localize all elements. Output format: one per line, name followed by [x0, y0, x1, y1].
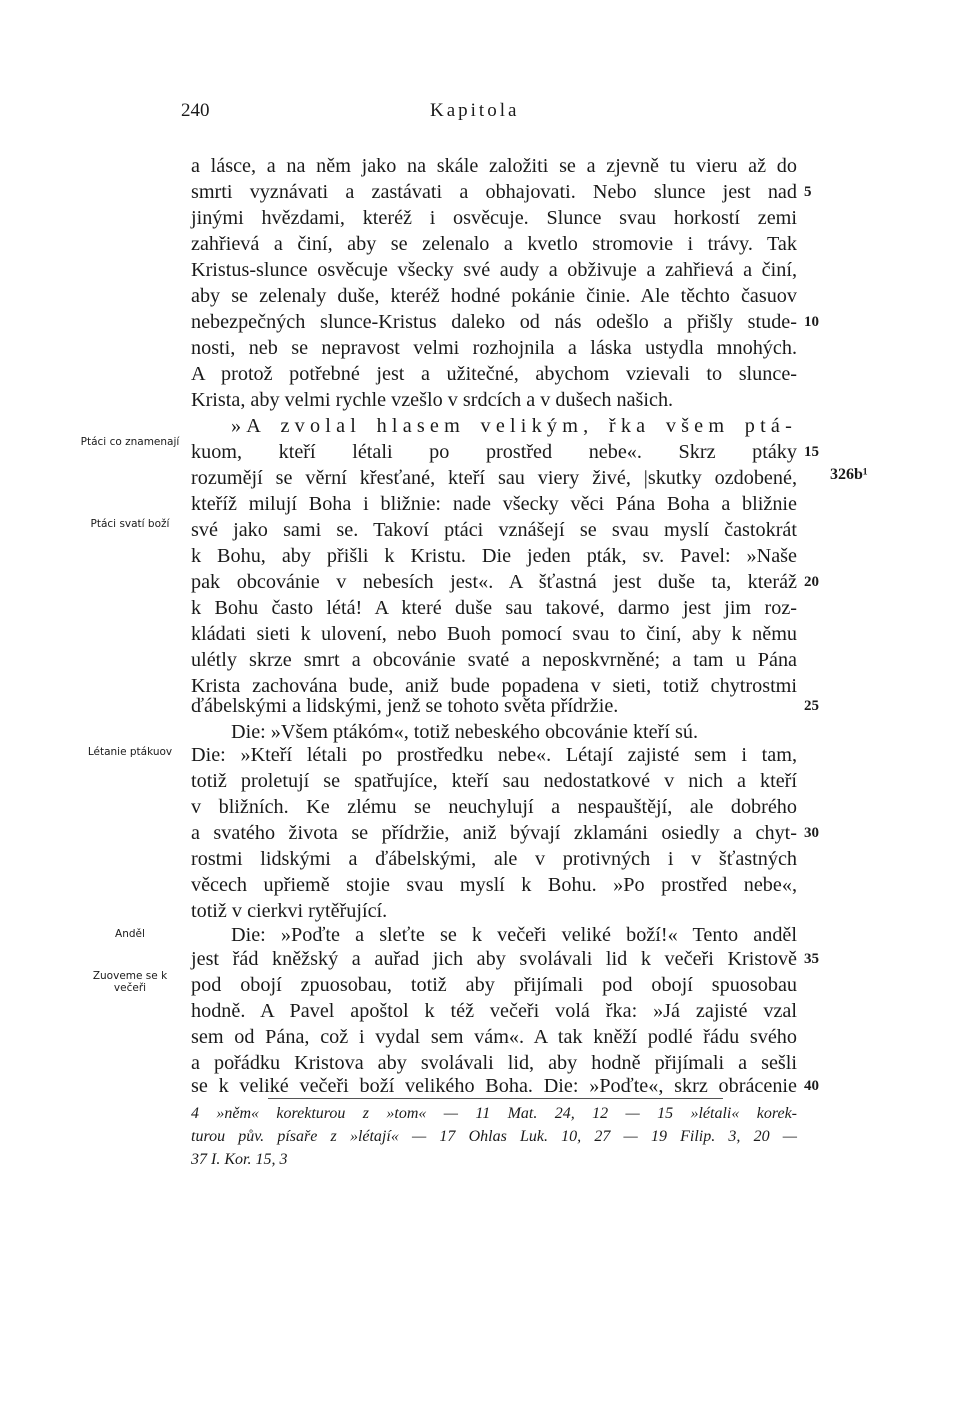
footnote-line: 37 I. Kor. 15, 3 [191, 1151, 288, 1168]
folio-note: 326b¹ [830, 466, 868, 483]
text-line: jest řád kněžský a auřad jich aby svolávali lid k večeři Kristově [191, 948, 797, 970]
text-line: hodně. A Pavel apoštol k též večeři volá řka: »Já zajisté vzal [191, 1000, 797, 1022]
text-line: zahřievá a činí, aby se zelenalo a kvetlo stromovie i trávy. Tak [191, 233, 797, 255]
text-line: Die: »Poďte a sleťte se k večeři veliké boží!« Tento anděl [231, 924, 797, 946]
text-line: totiž proletují se spatřujíce, kteří sau nedostatkové v nich a kteří [191, 770, 797, 792]
text-line: Krista zachována bude, aniž bude popadena v sieti, totiž chytrostmi [191, 675, 797, 697]
text-line: nosti, neb se nepravost velmi rozhojnila a láska ustydla mnohých. [191, 337, 797, 359]
line-number: 20 [804, 574, 819, 590]
text-line: Die: »Všem ptákóm«, totiž nebeského obcovánie kteří sú. [231, 721, 699, 743]
text-line: k Bohu, aby přišli k Kristu. Die jeden pták, sv. Pavel: »Naše [191, 545, 797, 567]
text-line: Kristus-slunce osvěcuje všecky své audy a obživuje a zahřievá a činí, [191, 259, 797, 281]
text-line: ulétly skrze smrt a obcovánie svaté a neposkvrněné; a tam u Pána [191, 649, 797, 671]
text-line: Krista, aby velmi rychle vzešlo v srdcích a v dušech našich. [191, 389, 674, 411]
text-line: a svatého života se přídržie, aniž bývají zklamáni osiedly a chyt- [191, 822, 797, 844]
line-number: 35 [804, 951, 819, 967]
text-line: kteříž milují Boha i bližnie: nade všecky věci Pána Boha a bližnie [191, 493, 797, 515]
text-line: Die: »Kteří létali po prostředku nebe«. Létají zajisté sem i tam, [191, 744, 797, 766]
text-line: věcech upřiemě stojie svau myslí k Bohu. »Po prostřed nebe«, [191, 874, 797, 896]
text-line: sem od Pána, což i vydal sem vám«. A tak kněží podlé řádu svého [191, 1026, 797, 1048]
line-number: 10 [804, 314, 819, 330]
footnote-line: 4 »něm« korekturou z »tom« — 11 Mat. 24, 12 — 15 »létali« korek- [191, 1105, 797, 1122]
text-line: rostmi lidskými a ďábelskými, ale v protivných i v šťastných [191, 848, 797, 870]
line-number: 15 [804, 444, 819, 460]
page-number: 240 [181, 100, 210, 121]
margin-note: Anděl [115, 928, 145, 940]
text-line: »A zvolal hlasem velikým, řka všem ptá- [231, 415, 797, 437]
text-line: své jako sami se. Takoví ptáci vznášejí se svau myslí častokrát [191, 519, 797, 541]
text-line: totiž v cierkvi rytěřující. [191, 900, 388, 922]
footnote-line: turou pův. písaře z »létají« — 17 Ohlas Luk. 10, 27 — 19 Filip. 3, 20 — [191, 1128, 797, 1145]
margin-note: Ptáci co znamenají [80, 436, 180, 448]
text-line: a pořádku Kristova aby svolávali lid, aby hodně přijímali a sešli [191, 1052, 797, 1074]
text-line: ďábelskými a lidskými, jenž se tohoto světa přídržie. [191, 695, 619, 717]
line-number: 40 [804, 1078, 819, 1094]
text-line: v bližních. Ke zlému se neuchylují a nespauštějí, ale dobrého [191, 796, 797, 818]
text-line: jinými hvězdami, kteréž i osvěcuje. Slunce svau horkostí zemi [191, 207, 797, 229]
margin-note: Zuoveme se k večeři [92, 970, 168, 994]
text-line: kládati sieti k ulovení, nebo Buoh pomocí svau to činí, aby k němu [191, 623, 797, 645]
text-line: kuom, kteří létali po prostřed nebe«. Skrz ptáky [191, 441, 797, 463]
text-line: smrti vyznávati a zastávati a obhajovati. Nebo slunce jest nad [191, 181, 797, 203]
line-number: 25 [804, 698, 819, 714]
line-number: 5 [804, 184, 812, 200]
margin-note: Létanie ptákuov [87, 746, 173, 758]
text-line: A protož potřebné jest a užitečné, abychom vzievali to slunce- [191, 363, 797, 385]
text-line: aby se zelenaly duše, kteréž hodné pokánie činie. Ale těchto časuov [191, 285, 797, 307]
text-line: pod obojí zpuosobau, totiž aby přijímali pod obojí spuosobau [191, 974, 797, 996]
text-line: k Bohu často létá! A které duše sau takové, darmo jest jim roz- [191, 597, 797, 619]
line-number: 30 [804, 825, 819, 841]
text-line: nebezpečných slunce-Kristus daleko od nás odešlo a přišly stude- [191, 311, 797, 333]
text-line: rozumějí se věrní křesťané, kteří sau viery živé, |skutky ozdobené, [191, 467, 797, 489]
text-line: se k veliké večeři boží velikého Boha. Die: »Poďte«, skrz obrácenie [191, 1075, 797, 1097]
margin-note: Ptáci svatí boží [90, 518, 170, 530]
text-line: pak obcovánie v nebesích jest«. A šťastná jest duše ta, kteráž [191, 571, 797, 593]
text-line: a lásce, a na něm jako na skále založiti se a zjevně tu vieru až do [191, 155, 797, 177]
running-head: Kapitola [430, 100, 520, 121]
footnote-rule [268, 1098, 723, 1099]
